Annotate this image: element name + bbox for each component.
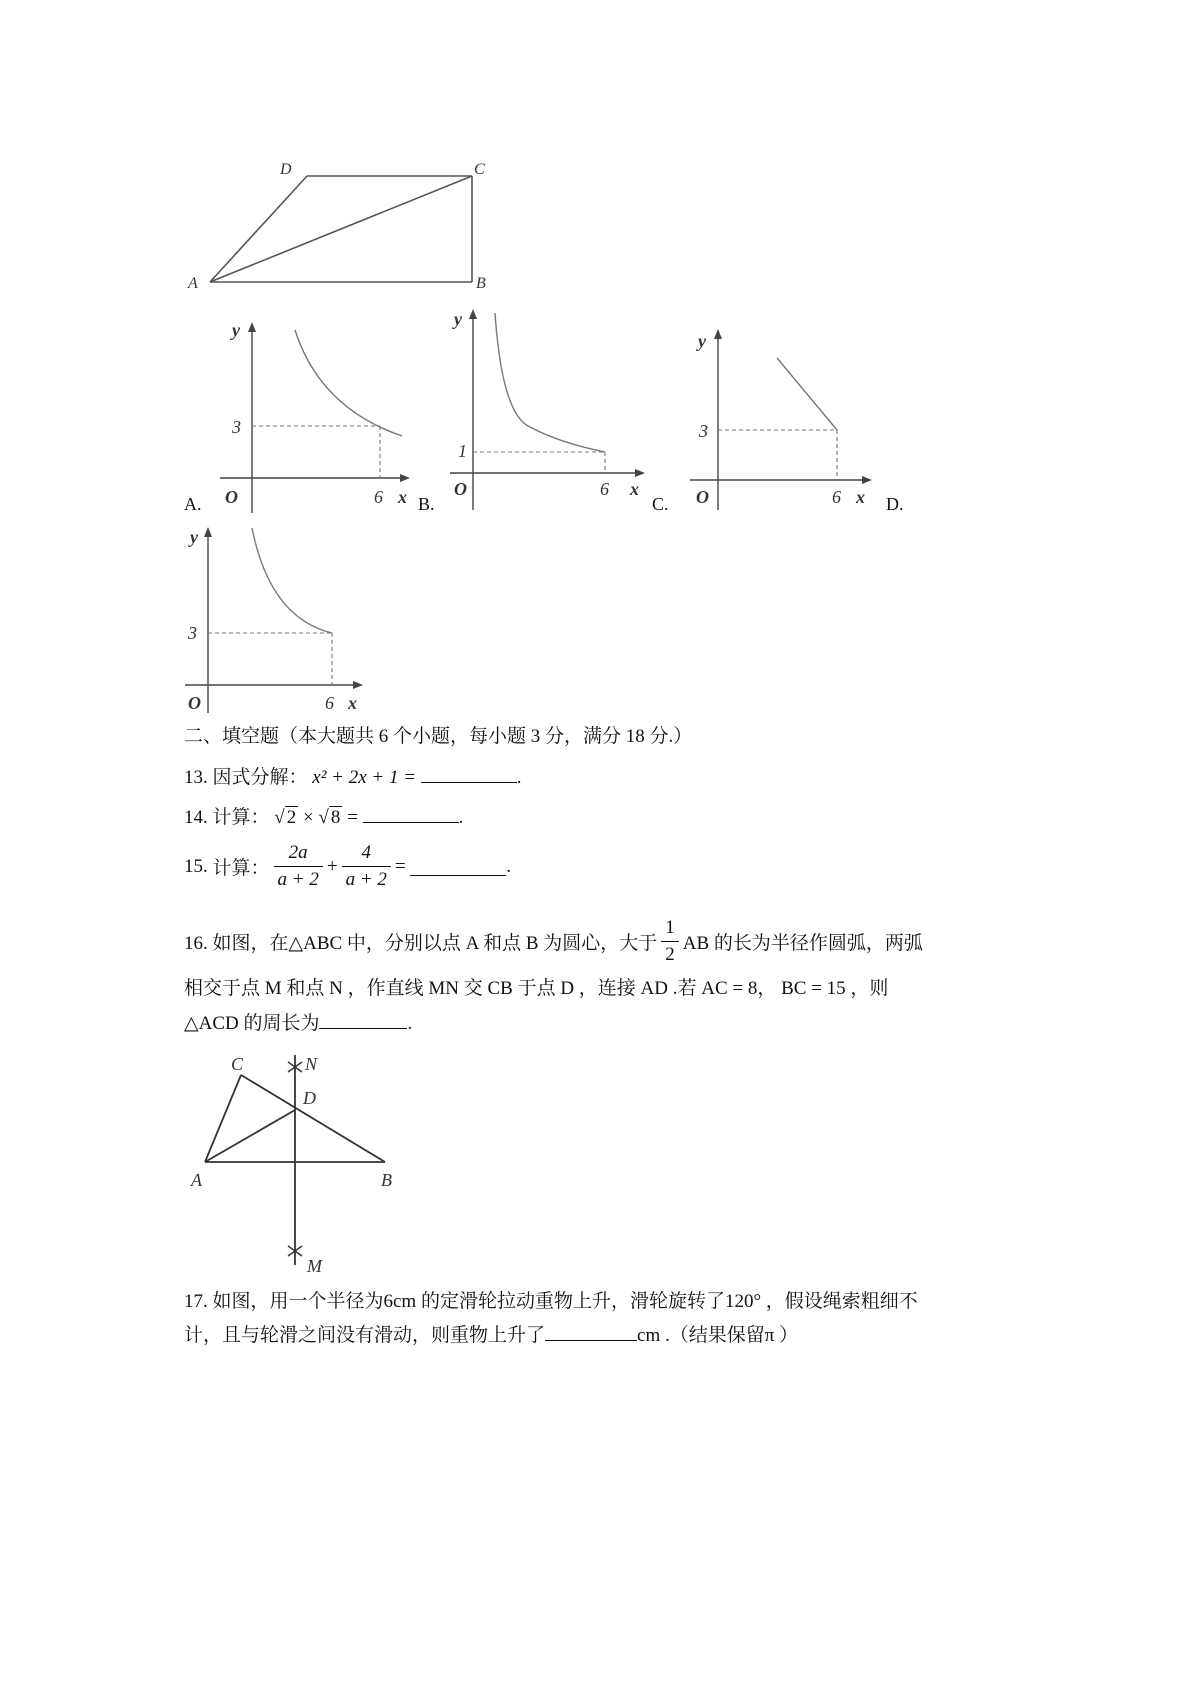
option-d-label: D.	[886, 494, 904, 514]
q14-answer-blank[interactable]	[363, 804, 459, 823]
label-b: B	[381, 1170, 392, 1190]
q16-period: .	[407, 1013, 413, 1034]
label-d: D	[280, 161, 292, 178]
axis-x-label: x	[348, 693, 357, 713]
q17-text-b: cm .（结果保留π ）	[637, 1325, 799, 1346]
q15-fraction-1	[274, 840, 323, 893]
q15-equals: =	[394, 855, 406, 877]
axis-x-label: x	[398, 487, 407, 507]
q13-number: 13.	[184, 767, 208, 788]
question-13	[184, 764, 522, 791]
q14-radicand-2: 8	[330, 807, 341, 828]
axis-y-label: y	[232, 320, 240, 340]
q17-answer-blank[interactable]	[545, 1322, 637, 1341]
label-c: C	[474, 161, 485, 178]
q15-answer-blank[interactable]	[410, 857, 506, 876]
graph-option-a	[210, 318, 420, 518]
origin-label: O	[225, 487, 238, 507]
q15-numerator-1: 2a	[274, 840, 323, 867]
q13-expression: x² + 2x + 1 =	[312, 767, 417, 788]
label-a: A	[191, 1170, 202, 1190]
axis-y-label: y	[454, 309, 462, 329]
q16-half-denominator: 2	[665, 944, 675, 965]
label-a: A	[188, 275, 198, 290]
axis-y-label: y	[698, 331, 706, 351]
sqrt-sign: √	[274, 807, 285, 828]
section-heading: 二、填空题（本大题共 6 个小题，每小题 3 分，满分 18 分.）	[184, 726, 693, 747]
q16-half-fraction	[661, 915, 679, 968]
q16-text-a: 16. 如图，在△ABC 中，分别以点 A 和点 B 为圆心，大于	[184, 933, 658, 954]
option-b-label: B.	[418, 494, 435, 514]
q14-times: ×	[302, 807, 314, 828]
q15-label: 计算：	[212, 858, 270, 879]
q16-text-c: △ACD 的周长为	[184, 1013, 320, 1034]
q14-number: 14.	[184, 807, 208, 828]
q14-label: 计算：	[212, 807, 270, 828]
triangle-abc-figure	[185, 1050, 425, 1275]
tick-3: 3	[699, 421, 708, 441]
graph-option-c	[682, 325, 882, 515]
q15-plus: +	[326, 855, 338, 877]
axis-x-label: x	[856, 487, 865, 507]
sqrt-sign: √	[318, 807, 329, 828]
tick-3: 3	[188, 623, 197, 643]
tick-6: 6	[325, 693, 334, 713]
question-17-line-2	[184, 1322, 798, 1349]
q13-label: 因式分解：	[212, 767, 308, 788]
q16-answer-blank[interactable]	[319, 1010, 407, 1029]
question-15	[184, 840, 511, 893]
q15-fraction-2	[342, 840, 391, 893]
option-c-label: C.	[652, 494, 669, 514]
question-16-line-2: 相交于点 M 和点 N ，作直线 MN 交 CB 于点 D ，连接 AD .若 AC = 8， BC = 15 ，则	[184, 978, 889, 999]
q16-half-numerator: 1	[661, 915, 679, 942]
q14-radicand-1: 2	[286, 807, 297, 828]
axis-x-label: x	[630, 479, 639, 499]
label-d: D	[303, 1088, 316, 1108]
origin-label: O	[454, 479, 467, 499]
q14-equals: =	[347, 807, 358, 828]
tick-3: 3	[232, 417, 241, 437]
question-17-line-1: 17. 如图，用一个半径为6cm 的定滑轮拉动重物上升，滑轮旋转了120° ，假设绳索粗细不	[184, 1291, 918, 1312]
question-16-line-1	[184, 915, 923, 968]
q15-numerator-2: 4	[342, 840, 391, 867]
q14-period: .	[458, 807, 464, 828]
label-m: M	[307, 1256, 322, 1275]
graph-option-b	[440, 305, 650, 515]
tick-1: 1	[458, 441, 467, 461]
question-16-line-3	[184, 1010, 412, 1037]
label-n: N	[305, 1054, 318, 1074]
q15-number: 15.	[184, 855, 208, 877]
q15-denominator-1: a + 2	[277, 869, 319, 890]
graph-option-d	[180, 523, 380, 718]
question-14	[184, 804, 463, 831]
q16-text-b: AB 的长为半径作圆弧，两弧	[682, 933, 923, 954]
tick-6: 6	[374, 487, 383, 507]
label-b: B	[476, 275, 486, 290]
q15-period: .	[506, 855, 512, 877]
tick-6: 6	[600, 479, 609, 499]
q17-text-a: 计，且与轮滑之间没有滑动，则重物上升了	[184, 1325, 546, 1346]
axis-y-label: y	[190, 527, 198, 547]
label-c: C	[231, 1054, 244, 1074]
origin-label: O	[696, 487, 709, 507]
q15-denominator-2: a + 2	[345, 869, 387, 890]
option-a-label: A.	[184, 494, 202, 514]
tick-6: 6	[832, 487, 841, 507]
q13-answer-blank[interactable]	[421, 764, 517, 783]
quadrilateral-figure	[180, 150, 520, 290]
origin-label: O	[188, 693, 201, 713]
q13-period: .	[516, 767, 522, 788]
